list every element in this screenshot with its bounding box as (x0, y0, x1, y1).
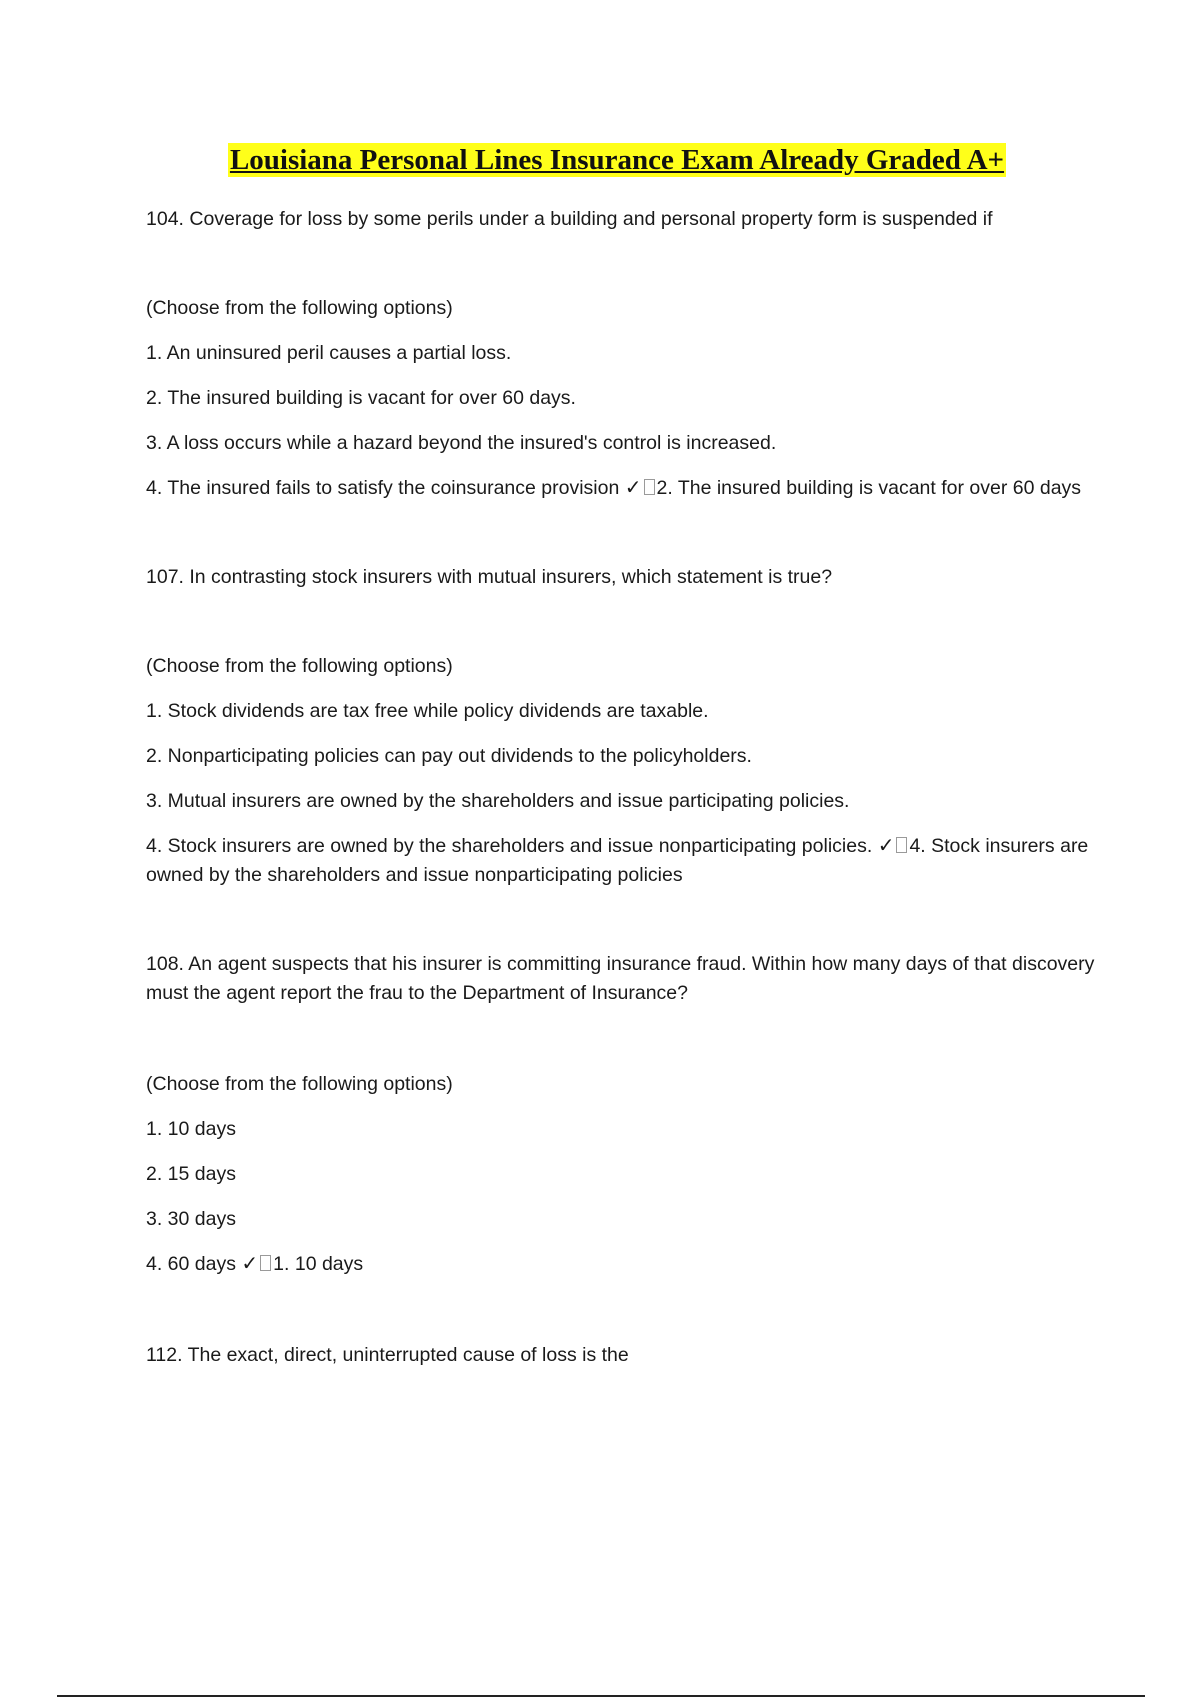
option-2: 2. 15 days (146, 1163, 236, 1185)
box-icon (260, 1255, 271, 1271)
document-body (146, 205, 1096, 1430)
answer-text: 4. Stock insurers are owned by the shareholders and issue nonparticipating policies (146, 835, 1089, 886)
option-3: 3. 30 days (146, 1208, 236, 1230)
option-4-with-answer (146, 474, 1096, 503)
spacer (146, 503, 1096, 563)
option-1: 1. 10 days (146, 1118, 236, 1140)
answer-text: 2. The insured building is vacant for over 60 days (656, 477, 1082, 499)
answer-text: 1. 10 days (273, 1253, 364, 1275)
question-stem: 108. An agent suspects that his insurer is committing insurance fraud. Within how many days of that discovery must the agent report the frau to the Department of Insurance? (146, 953, 1095, 1004)
box-icon (644, 479, 655, 495)
box-icon (896, 837, 907, 853)
choose-label: (Choose from the following options) (146, 655, 453, 677)
choose-label: (Choose from the following options) (146, 1073, 453, 1095)
checkmark-icon: ✓ (241, 1253, 259, 1275)
option-1: 1. Stock dividends are tax free while policy dividends are taxable. (146, 700, 709, 722)
question-108 (146, 950, 1096, 1279)
option-3: 3. Mutual insurers are owned by the shareholders and issue participating policies. (146, 790, 850, 812)
choose-label: (Choose from the following options) (146, 297, 453, 319)
option-1: 1. An uninsured peril causes a partial loss. (146, 342, 512, 364)
document-title: Louisiana Personal Lines Insurance Exam Already Graded A+ (229, 144, 1005, 176)
option-4: 4. 60 days (146, 1253, 236, 1275)
option-4-with-answer (146, 832, 1096, 890)
option-4: 4. Stock insurers are owned by the shareholders and issue nonparticipating policies. (146, 835, 873, 857)
question-stem: 112. The exact, direct, uninterrupted cause of loss is the (146, 1344, 629, 1366)
option-4: 4. The insured fails to satisfy the coinsurance provision (146, 477, 620, 499)
option-2: 2. The insured building is vacant for over 60 days. (146, 387, 576, 409)
question-107 (146, 563, 1096, 890)
spacer (146, 1279, 1096, 1341)
option-2: 2. Nonparticipating policies can pay out dividends to the policyholders. (146, 745, 752, 767)
title-area (0, 143, 1200, 177)
footer-divider (57, 1695, 1145, 1697)
checkmark-icon: ✓ (624, 477, 642, 499)
question-112 (146, 1341, 1096, 1370)
question-stem: 107. In contrasting stock insurers with mutual insurers, which statement is true? (146, 566, 833, 588)
question-104 (146, 205, 1096, 503)
option-3: 3. A loss occurs while a hazard beyond the insured's control is increased. (146, 432, 777, 454)
checkmark-icon: ✓ (877, 835, 895, 857)
spacer (146, 890, 1096, 950)
option-4-with-answer (146, 1250, 1096, 1279)
question-stem: 104. Coverage for loss by some perils under a building and personal property form is suspended if (146, 208, 993, 230)
